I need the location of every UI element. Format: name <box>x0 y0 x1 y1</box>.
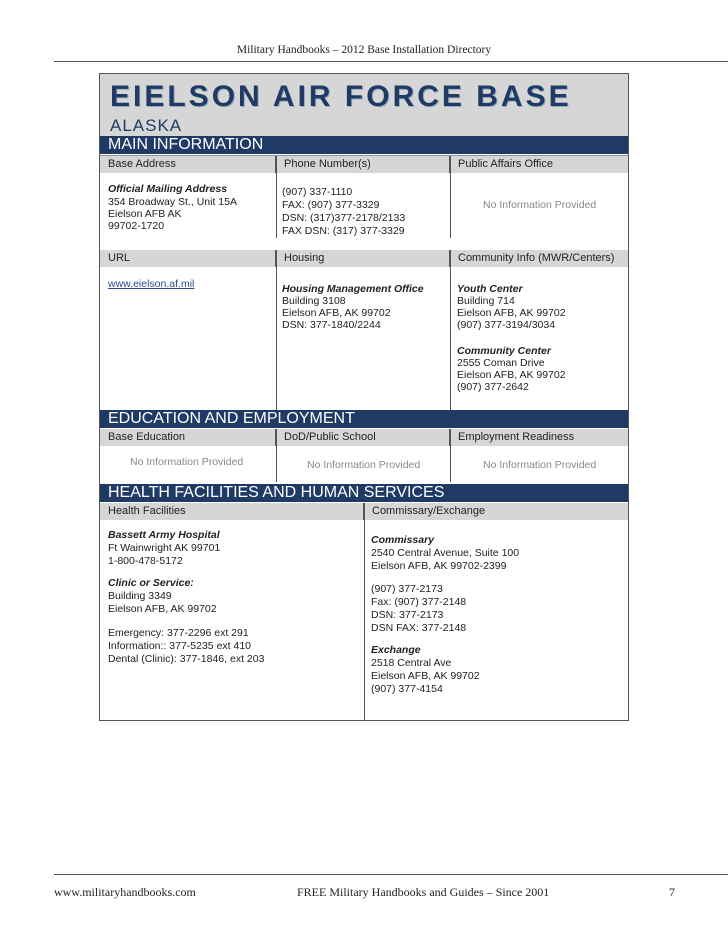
commissary-line: Eielson AFB, AK 99702-2399 <box>371 560 507 572</box>
section-title: MAIN INFORMATION <box>108 136 264 153</box>
housing-line: Eielson AFB, AK 99702 <box>282 307 391 319</box>
youth-center-title: Youth Center <box>457 283 523 295</box>
housing-title: Housing Management Office <box>282 283 424 295</box>
phone-line: (907) 337-1110 <box>282 186 353 198</box>
exchange-title: Exchange <box>371 644 421 656</box>
housing-line: Building 3108 <box>282 295 346 307</box>
commissary-line: 2540 Central Avenue, Suite 100 <box>371 547 520 559</box>
address-line: 99702-1720 <box>108 220 165 232</box>
commissary-phone: DSN FAX: 377-2148 <box>371 622 467 634</box>
commissary-title: Commissary <box>371 534 435 546</box>
base-state: ALASKA <box>110 116 183 135</box>
section-title: EDUCATION AND EMPLOYMENT <box>108 410 355 427</box>
youth-center-line: Building 714 <box>457 295 515 307</box>
community-center-line: 2555 Coman Drive <box>457 357 545 369</box>
col-header-base-education: Base Education <box>100 429 276 446</box>
community-center-line: (907) 377-2642 <box>457 381 529 393</box>
section-main-information <box>100 136 628 154</box>
exchange-line: 2518 Central Ave <box>371 657 452 669</box>
column-divider <box>450 429 451 482</box>
header-divider <box>54 61 728 62</box>
footer-divider <box>54 874 728 875</box>
col-header-pao: Public Affairs Office <box>450 156 628 173</box>
phone-line: DSN: (317)377-2178/2133 <box>282 212 406 224</box>
col-header-url: URL <box>100 250 276 267</box>
address-line: Eielson AFB AK <box>108 208 182 220</box>
youth-center-line: Eielson AFB, AK 99702 <box>457 307 566 319</box>
footer-tagline: FREE Military Handbooks and Guides – Since 2001 <box>297 885 550 899</box>
address-title: Official Mailing Address <box>108 183 228 195</box>
phone-line: FAX: (907) 377-3329 <box>282 199 380 211</box>
pao-value: No Information Provided <box>483 199 597 211</box>
col-header-dod-school: DoD/Public School <box>276 429 450 446</box>
col-header-employment: Employment Readiness <box>450 429 628 446</box>
column-divider <box>276 156 277 238</box>
col-header-commissary: Commissary/Exchange <box>364 503 628 520</box>
clinic-line: Building 3349 <box>108 590 172 602</box>
base-education-value: No Information Provided <box>130 456 244 468</box>
commissary-phone: (907) 377-2173 <box>371 583 443 595</box>
col-header-phone: Phone Number(s) <box>276 156 450 173</box>
clinic-title: Clinic or Service: <box>108 577 194 589</box>
section-health-facilities <box>100 484 628 502</box>
hospital-line: 1-800-478-5172 <box>108 555 183 567</box>
column-divider <box>364 503 365 720</box>
title-block <box>100 74 628 136</box>
col-header-community: Community Info (MWR/Centers) <box>450 250 628 267</box>
exchange-line: (907) 377-4154 <box>371 683 443 695</box>
page-number: 7 <box>669 885 675 899</box>
column-divider <box>276 429 277 482</box>
section-education-employment <box>100 410 628 428</box>
column-divider <box>450 156 451 238</box>
base-url-link[interactable]: www.eielson.af.mil <box>108 278 195 290</box>
hospital-line: Ft Wainwright AK 99701 <box>108 542 221 554</box>
clinic-line: Eielson AFB, AK 99702 <box>108 603 217 615</box>
footer-site: www.militaryhandbooks.com <box>54 885 196 899</box>
commissary-phone: DSN: 377-2173 <box>371 609 444 621</box>
commissary-phone: Fax: (907) 377-2148 <box>371 596 467 608</box>
base-name: EIELSON AIR FORCE BASE <box>110 80 572 113</box>
housing-line: DSN: 377-1840/2244 <box>282 319 381 331</box>
column-divider <box>450 250 451 412</box>
section-title: HEALTH FACILITIES AND HUMAN SERVICES <box>108 484 445 501</box>
dod-school-value: No Information Provided <box>307 459 421 471</box>
col-header-base-address: Base Address <box>100 156 276 173</box>
community-center-line: Eielson AFB, AK 99702 <box>457 369 566 381</box>
community-center-title: Community Center <box>457 345 551 357</box>
employment-value: No Information Provided <box>483 459 597 471</box>
page-header: Military Handbooks – 2012 Base Installation Directory <box>236 44 492 56</box>
hospital-title: Bassett Army Hospital <box>108 529 220 541</box>
contact-line: Information:: 377-5235 ext 410 <box>108 640 252 652</box>
base-info-card <box>99 73 629 721</box>
contact-line: Emergency: 377-2296 ext 291 <box>108 627 249 639</box>
address-line: 354 Broadway St., Unit 15A <box>108 196 237 208</box>
exchange-line: Eielson AFB, AK 99702 <box>371 670 480 682</box>
contact-line: Dental (Clinic): 377-1846, ext 203 <box>108 653 265 665</box>
youth-center-line: (907) 377-3194/3034 <box>457 319 556 331</box>
col-header-health: Health Facilities <box>100 503 364 520</box>
phone-line: FAX DSN: (317) 377-3329 <box>282 225 405 237</box>
column-divider <box>276 250 277 412</box>
col-header-housing: Housing <box>276 250 450 267</box>
